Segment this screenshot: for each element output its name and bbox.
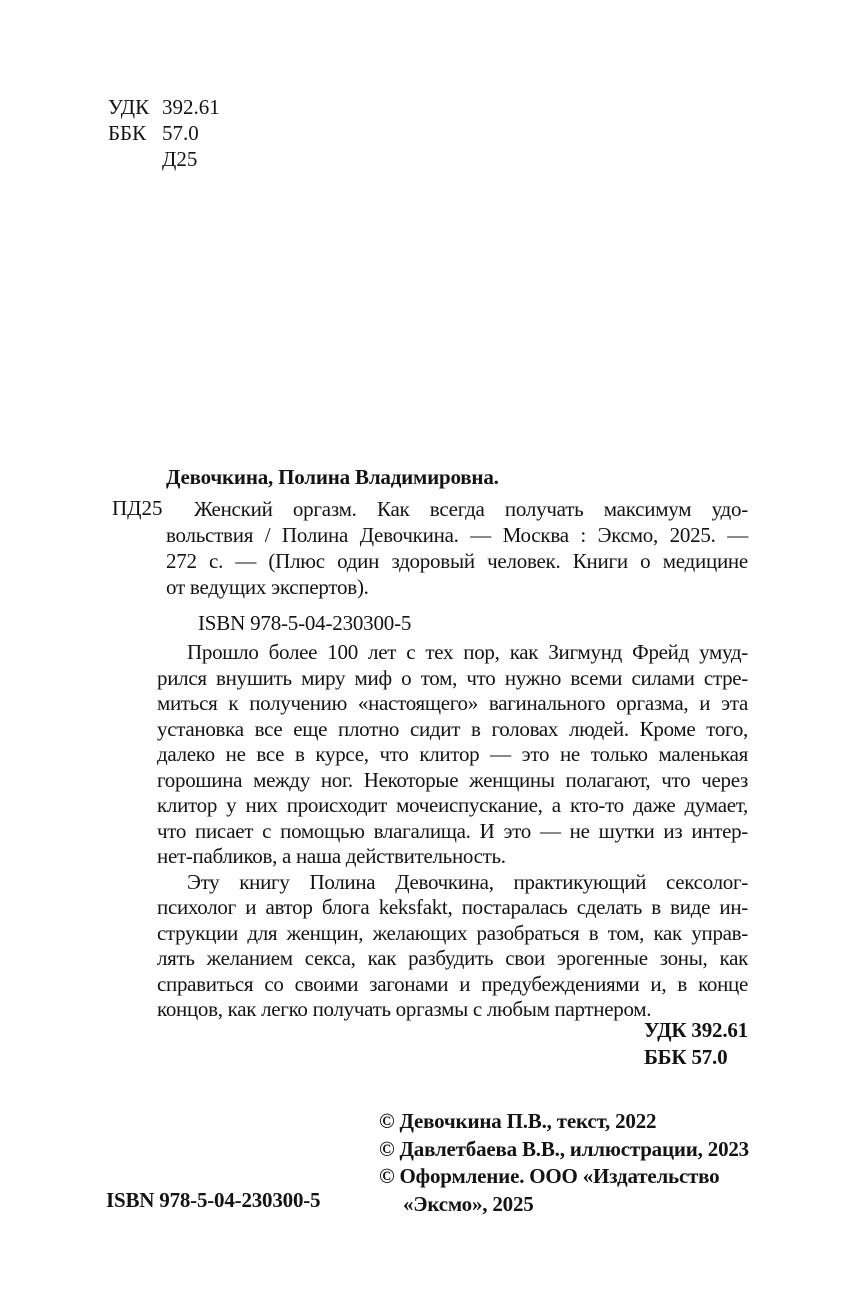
bbk-label: ББК	[108, 121, 147, 145]
card-margin-code: ПД25	[112, 496, 163, 520]
annotation-line: миться к получению «настоящего» вагинального оргазма, и эта	[157, 691, 748, 715]
annotation-line: справиться со своими загонами и предубеждениями и, в конце	[157, 971, 748, 996]
annotation-line: далеко не все в курсе, что клитор — это не только маленькая	[157, 742, 748, 766]
annotation-block	[157, 640, 748, 1023]
annotation-paragraph-2	[157, 870, 748, 1023]
annotation-line: струкции для женщин, желающих разобраться в том, как управ-	[157, 920, 748, 945]
copyright-line: © Девочкина П.В., текст, 2022	[379, 1109, 657, 1133]
annotation-line: рился внушить миру миф о том, что нужно всеми силами стре-	[157, 665, 748, 690]
annotation-line: горошина между ног. Некоторые женщины полагают, что через	[157, 767, 748, 792]
annotation-paragraph-1	[157, 640, 748, 870]
annotation-line: психолог и автор блога keksfakt, постаралась сделать в виде ин-	[157, 895, 748, 919]
annotation-line: Прошло более 100 лет с тех пор, как Зигмунд Фрейд умуд-	[187, 640, 748, 664]
bottom-udk: УДК 392.61	[644, 1018, 748, 1042]
annotation-line: лять желанием секса, как разбудить свои эрогенные зоны, как	[157, 946, 748, 970]
top-codes-block	[108, 94, 220, 172]
annotation-line: установка все еще плотно сидит в головах людей. Кроме того,	[157, 716, 748, 741]
author-code-row	[108, 146, 220, 172]
card-isbn: ISBN 978-5-04-230300-5	[198, 611, 412, 635]
udk-label: УДК	[108, 95, 150, 119]
annotation-line: Эту книгу Полина Девочкина, практикующий сексолог-	[187, 869, 748, 894]
bbk-row	[108, 120, 220, 146]
card-description-line: вольствия / Полина Девочкина. — Москва : Эксмо, 2025. —	[166, 523, 748, 547]
bottom-codes-block	[644, 1017, 748, 1071]
annotation-line: нет-пабликов, а наша действительность.	[157, 844, 506, 868]
copyright-line: «Эксмо», 2025	[403, 1191, 534, 1216]
annotation-line: что писает с помощью влагалища. И это — не шутки из интер-	[157, 818, 748, 843]
card-description-line: Женский оргазм. Как всегда получать максимум удо-	[194, 497, 748, 521]
copyright-line: © Давлетбаева В.В., иллюстрации, 2023	[379, 1136, 749, 1161]
udk-row	[108, 94, 220, 120]
card-description-line: 272 с. — (Плюс один здоровый человек. Книги о медицине	[166, 549, 748, 573]
udk-value: 392.61	[162, 95, 220, 119]
author-code-value: Д25	[162, 147, 198, 171]
copyright-line: © Оформление. ООО «Издательство	[379, 1164, 720, 1188]
card-description	[166, 496, 748, 600]
copyright-block	[379, 1108, 809, 1218]
annotation-line: клитор у них происходит мочеиспускание, а кто-то даже думает,	[157, 793, 748, 817]
bottom-bbk: ББК 57.0	[644, 1045, 728, 1069]
bbk-value: 57.0	[162, 121, 199, 145]
bottom-isbn: ISBN 978-5-04-230300-5	[106, 1188, 321, 1212]
card-description-line: от ведущих экспертов).	[166, 575, 369, 599]
author-heading: Девочкина, Полина Владимировна.	[166, 465, 499, 489]
annotation-line: концов, как легко получать оргазмы с любым партнером.	[157, 997, 652, 1021]
